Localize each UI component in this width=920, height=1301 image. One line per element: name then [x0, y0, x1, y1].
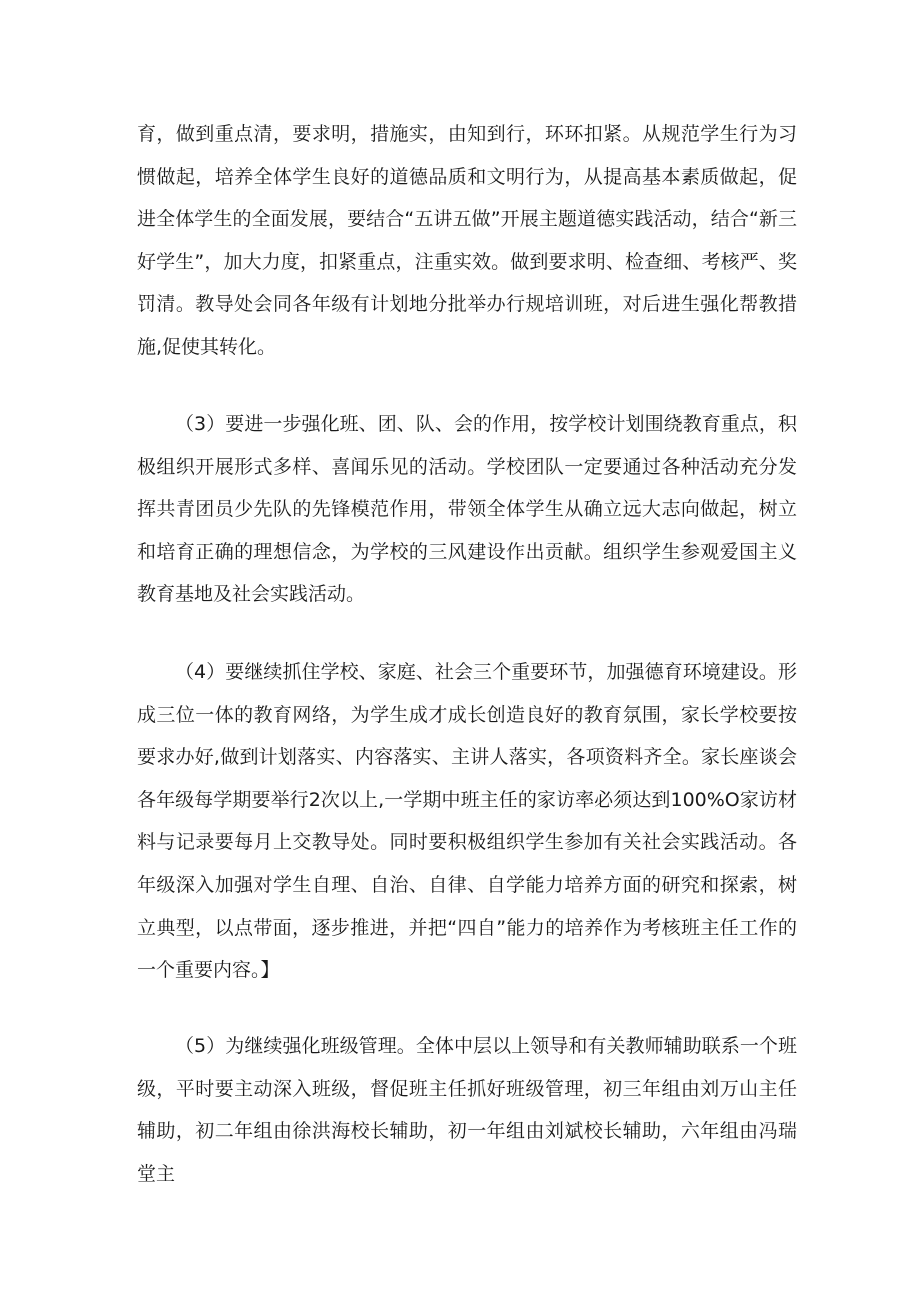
paragraph-item-5 [137, 1025, 797, 1195]
paragraph-continuation [137, 113, 797, 369]
paragraph-3-text: （4）要继续抓住学校、家庭、社会三个重要环节，加强德育环境建设。形成三位一体的教育网络，为学生成才成长创造良好的教育氛围，家长学校要按要求办好,做到计划落实、内容落实、主讲人落实，各项资料齐全。家长座谈会各年级每学期要举行2次以上,一学期中班主任的家访率必须达到100%O家访材料与记录要每月上交教导处。同时要积极组织学生参加有关社会实践活动。各年级深入加强对学生自理、自治、自律、自学能力培养方面的研究和探索，树立典型，以点带面，逐步推进，并把“四自”能力的培养作为考核班主任工作的一个重要内容。】 [137, 661, 797, 982]
paragraph-2-text: （3）要进一步强化班、团、队、会的作用，按学校计划围绕教育重点，积极组织开展形式多样、喜闻乐见的活动。学校团队一定要通过各种活动充分发挥共青团员少先队的先锋模范作用，带领全体学生从确立远大志向做起，树立和培育正确的理想信念，为学校的三风建设作出贡献。组织学生参观爱国主义教育基地及社会实践活动。 [137, 413, 797, 606]
paragraph-4-text: （5）为继续强化班级管理。全体中层以上领导和有关教师辅助联系一个班级，平时要主动深入班级，督促班主任抓好班级管理，初三年组由刘万山主任辅助，初二年组由徐洪海校长辅助，初一年组由刘斌校长辅助，六年组由冯瑞堂主 [137, 1035, 797, 1185]
paragraph-item-3 [137, 403, 797, 616]
paragraph-item-4 [137, 651, 797, 992]
paragraph-1-text: 育，做到重点清，要求明，措施实，由知到行，环环扣紧。从规范学生行为习惯做起，培养全体学生良好的道德品质和文明行为，从提高基本素质做起，促进全体学生的全面发展，要结合“五讲五做”开展主题道德实践活动，结合“新三好学生”，加大力度，扣紧重点，注重实效。做到要求明、检查细、考核严、奖罚清。教导处会同各年级有计划地分批举办行规培训班，对后进生强化帮教措施,促使其转化。 [137, 123, 797, 358]
